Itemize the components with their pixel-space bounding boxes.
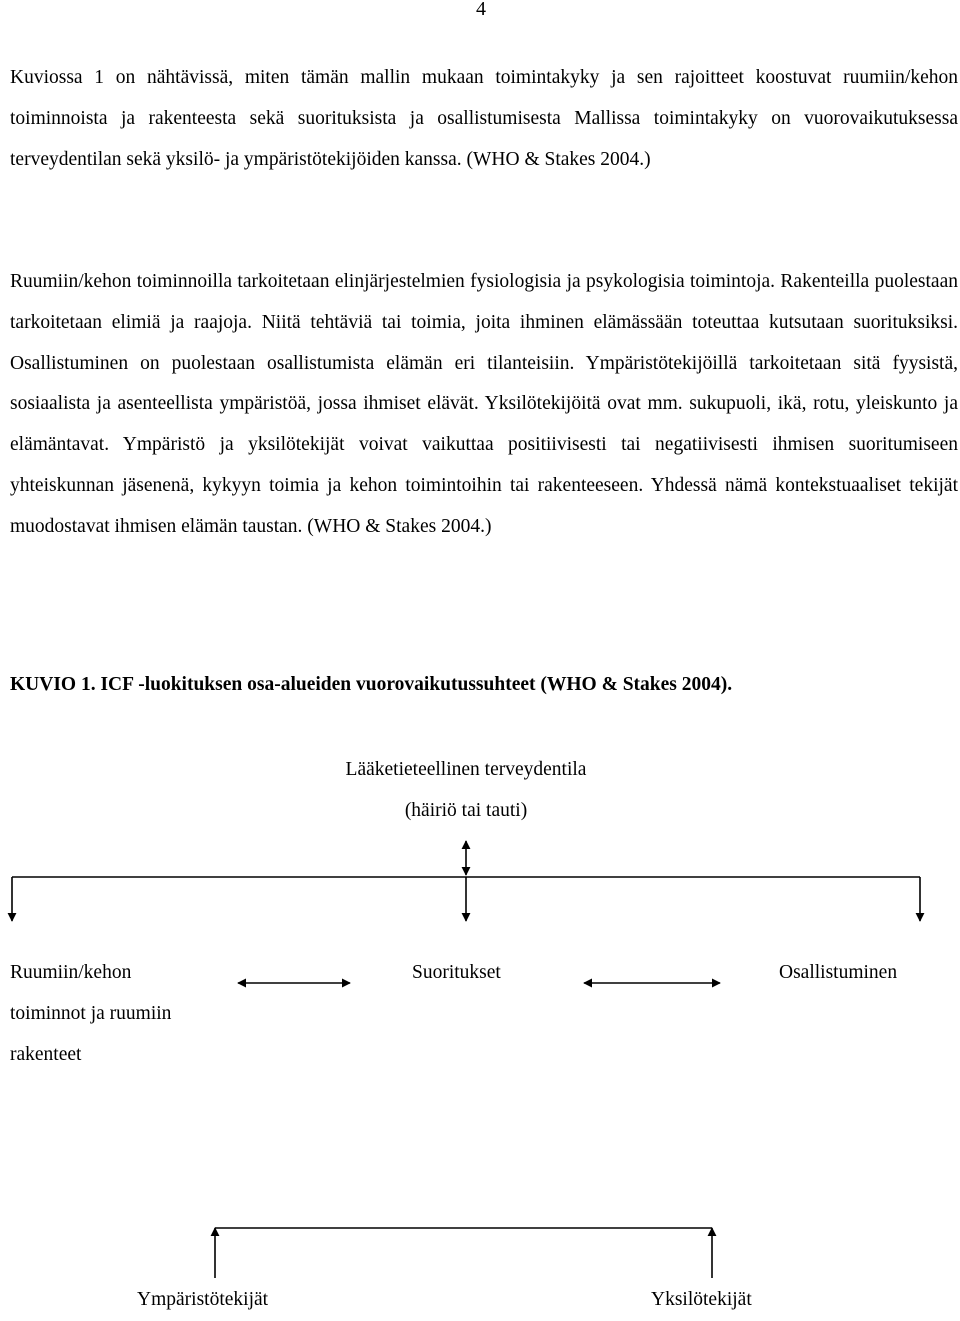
page-number: 4 [476,0,486,20]
body-functions-line3: rakenteet [10,1043,82,1065]
participation-label: Osallistuminen [779,962,898,983]
body-functions-line2: toiminnot ja ruumiin [10,1002,172,1024]
paragraph-definitions: Ruumiin/kehon toiminnoilla tarkoitetaan elinjärjestelmien fysiologisia ja psykologisia toimintoja. Rakenteilla puolestaan tarkoitetaan elimiä ja raajoja. Niitä tehtäviä tai toimia, joita ihminen elämässään toteuttaa kutsutaan suorituksiksi. Osallistuminen on puolestaan osallistumista elämän eri tilanteisiin. Ympäristötekijöillä tarkoitetaan sitä fyysistä, sosiaalista ja asenteellista ympäristöä, jossa ihmiset elävät. Yksilötekijöitä ovat mm. sukupuoli, ikä, rotu, yleiskunto ja elämäntavat. Ympäristö ja yksilötekijät voivat vaikuttaa positiivisesti tai negatiivisesti ihmisen suoritumiseen yhteiskunnan jäsenenä, kykyyn toimia ja kehon toimintoihin tai rakenteeseen. Yhdessä nämä kontekstuaaliset tekijät muodostavat ihmisen elämän taustan. (WHO & Stakes 2004.) [10,271,958,537]
figure-caption: KUVIO 1. ICF -luokituksen osa-alueiden vuorovaikutussuhteet (WHO & Stakes 2004). [10,674,733,695]
body-functions-line1: Ruumiin/kehon [10,962,132,983]
body-functions-label [10,953,171,1075]
environmental-factors-label: Ympäristötekijät [137,1289,269,1310]
personal-factors-label: Yksilötekijät [651,1289,752,1310]
activities-label: Suoritukset [412,962,501,983]
paragraph-intro: Kuviossa 1 on nähtävissä, miten tämän mallin mukaan toimintakyky ja sen rajoitteet koostuvat ruumiin/kehon toiminnoista ja rakenteesta sekä suorituksista ja osallistumisesta Mallissa toimintakyky on vuorovaikutuksessa terveydentilan sekä yksilö- ja ympäristötekijöiden kanssa. (WHO & Stakes 2004.) [10,67,958,170]
health-condition-line2: (häiriö tai tauti) [404,799,528,821]
health-condition-label [318,750,614,832]
health-condition-line1: Lääketieteellinen terveydentila [345,759,587,780]
